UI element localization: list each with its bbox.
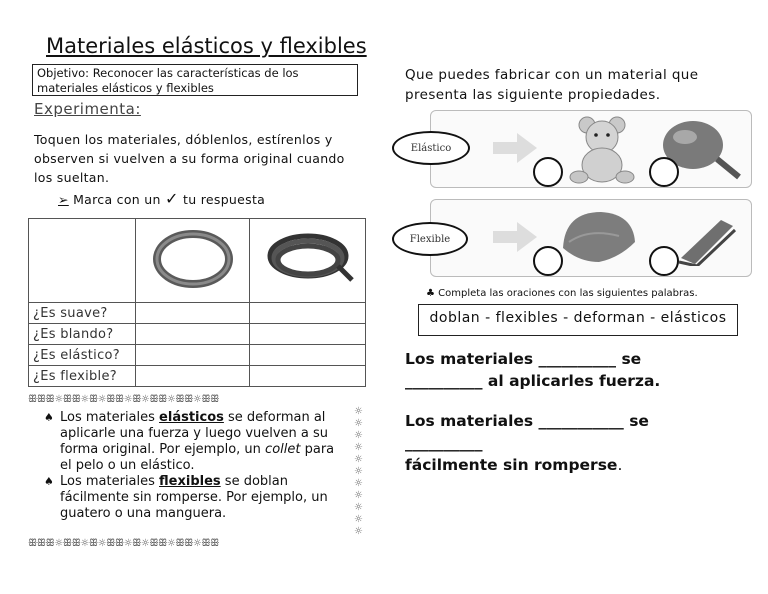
decorative-border-top: ꕥꕥꕥ☼ꕥꕥ☼ꕥ☼ꕥꕥ☼ꕥ☼ꕥꕥ☼ꕥꕥ☼ꕥꕥ [28, 394, 219, 405]
answer-circle[interactable] [533, 157, 563, 187]
hose-image-cell [250, 219, 366, 303]
info-text-segment: para el pelo o un elástico. [60, 442, 335, 473]
swim-cap-image [559, 208, 641, 268]
right-arrow-icon [493, 133, 537, 163]
row-question: ¿Es suave? [29, 303, 136, 324]
answer-cell[interactable] [250, 303, 366, 324]
club-bullet-icon: ♣ [426, 288, 435, 299]
right-arrow-icon [493, 222, 537, 252]
sentence-2-line-1: Los materiales ___________ se [405, 412, 649, 430]
keyword-flexible: flexibles [159, 474, 221, 489]
mark-text: Marca con un [73, 192, 161, 207]
teddy-bear-image [565, 115, 639, 185]
answer-table [28, 218, 366, 387]
answer-cell[interactable] [136, 345, 250, 366]
info-text-segment: Los materiales [60, 474, 160, 489]
answer-cell[interactable] [250, 366, 366, 387]
info-text-segment: se doblan fácilmente sin romperse. Por ejemplo, un guatero o una manguera. [60, 474, 328, 521]
info-text-segment: Los materiales [60, 410, 160, 425]
info-item-elastic [44, 410, 342, 474]
label-flexible: Flexible [392, 222, 468, 256]
complete-text: Completa las oraciones con las siguientes palabras. [438, 288, 698, 299]
complete-instruction [426, 288, 698, 299]
experiment-heading: Experimenta: [34, 100, 141, 118]
info-text-segment: se deforman al aplicarle una fuerza y luego vuelven a su forma original. Por ejemplo, un [60, 410, 329, 457]
flexible-panel [430, 199, 752, 277]
answer-circle[interactable] [649, 157, 679, 187]
answer-cell[interactable] [136, 366, 250, 387]
answer-circle[interactable] [649, 246, 679, 276]
answer-cell[interactable] [136, 324, 250, 345]
right-question: Que puedes fabricar con un material que presenta las siguiente propiedades. [405, 67, 699, 103]
table-corner-cell [29, 219, 136, 303]
table-row [29, 345, 366, 366]
table-row [29, 324, 366, 345]
spade-bullet-icon: ♠ [44, 475, 54, 488]
row-question: ¿Es flexible? [29, 366, 136, 387]
sentence-1 [405, 348, 750, 392]
page-title: Materiales elásticos y flexibles [46, 34, 367, 58]
sentence-1-line-1: Los materiales __________ se [405, 350, 642, 368]
table-row [29, 366, 366, 387]
table-row [29, 303, 366, 324]
info-item-flexible [44, 474, 342, 522]
row-question: ¿Es elástico? [29, 345, 136, 366]
answer-circle[interactable] [533, 246, 563, 276]
sentence-2-line-2: __________ [405, 434, 483, 452]
stapler-image [677, 214, 737, 266]
sentence-2-period: . [617, 456, 623, 474]
sentence-2 [405, 410, 750, 476]
keyword-elastic: elásticos [159, 410, 224, 425]
info-frame [28, 394, 368, 550]
decorative-border-bottom: ꕥꕥꕥ☼ꕥꕥ☼ꕥ☼ꕥꕥ☼ꕥ☼ꕥꕥ☼ꕥꕥ☼ꕥꕥ [28, 538, 219, 549]
objective-box: Objetivo: Reconocer las características de los materiales elásticos y flexibles [32, 64, 358, 96]
arrow-bullet-icon: ➢ [58, 192, 69, 207]
label-elastic: Elástico [392, 131, 470, 165]
spade-bullet-icon: ♠ [44, 411, 54, 424]
answer-cell[interactable] [250, 345, 366, 366]
info-text [42, 410, 342, 538]
sentence-1-line-2: __________ al aplicarles fuerza. [405, 372, 661, 390]
experiment-instruction: Toquen los materiales, dóblenlos, estírenlos y observen si vuelven a su forma original cuando los sueltan. [34, 132, 345, 185]
info-italic-word: collet [265, 442, 301, 457]
word-bank: doblan - flexibles - deforman - elásticos [418, 304, 738, 336]
hose-image [260, 226, 356, 292]
hair-tie-image-cell [136, 219, 250, 303]
mark-instruction [58, 189, 265, 208]
answer-cell[interactable] [136, 303, 250, 324]
checkmark-icon: ✓ [165, 189, 179, 208]
hair-tie-image [150, 228, 236, 290]
answer-cell[interactable] [250, 324, 366, 345]
elastic-panel [430, 110, 752, 188]
sentence-2-line-3 [405, 454, 750, 476]
decorative-border-right: ☼ ☼ ☼ ☼ ☼ ☼ ☼ ☼ ☼ ☼ ☼ [354, 406, 363, 537]
row-question: ¿Es blando? [29, 324, 136, 345]
mark-after-text: tu respuesta [183, 192, 266, 207]
sentence-2-text: fácilmente sin romperse [405, 456, 618, 474]
